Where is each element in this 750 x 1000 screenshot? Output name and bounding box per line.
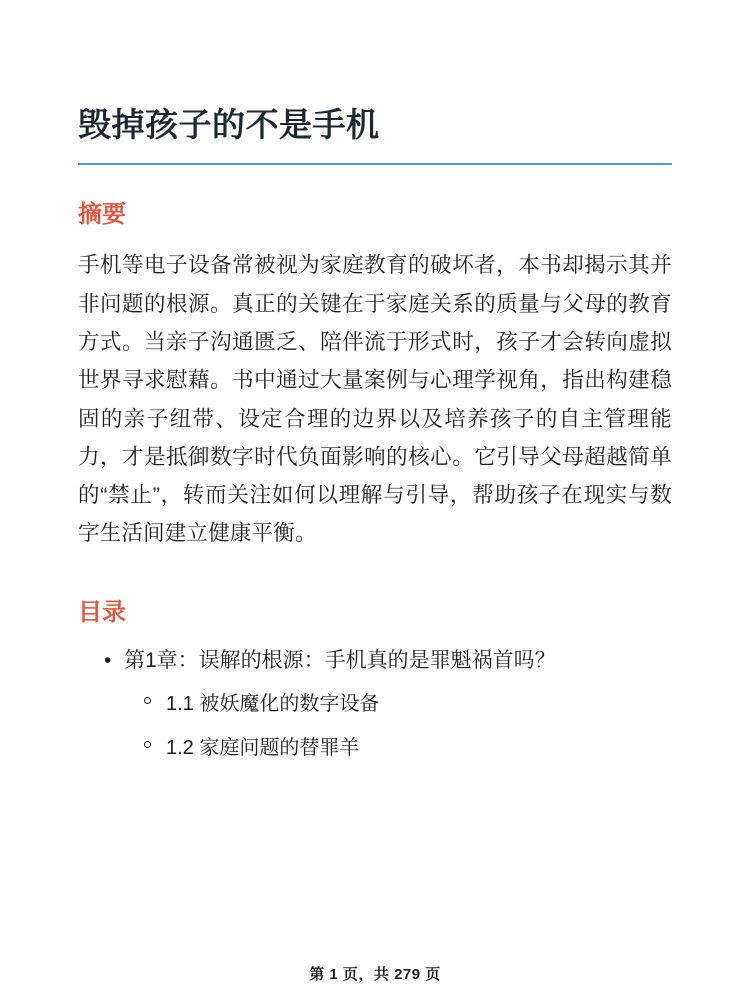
toc-section-label: 1.1 被妖魔化的数字设备 — [166, 692, 380, 715]
bullet-icon: • — [104, 648, 112, 672]
page-title: 毁掉孩子的不是手机 — [78, 106, 380, 143]
toc-chapter-label: 第1章：误解的根源：手机真的是罪魁祸首吗？ — [124, 648, 556, 672]
toc-section-item[interactable] — [124, 732, 672, 764]
toc-section-item[interactable] — [124, 688, 672, 720]
abstract-heading: 摘要 — [78, 201, 126, 229]
toc-chapter-item[interactable] — [78, 644, 672, 764]
page-footer: 第 1 页，共 279 页 — [309, 966, 441, 983]
abstract-text: 手机等电子设备常被视为家庭教育的破坏者，本书却揭示其并非问题的根源。真正的关键在于家庭关系的质量与父母的教育方式。当亲子沟通匮乏、陪伴流于形式时，孩子才会转向虚拟世界寻求慰藉。书中通过大量案例与心理学视角，指出构建稳固的亲子纽带、设定合理的边界以及培养孩子的自主管理能力，才是抵御数字时代负面影响的核心。它引导父母超越简单的“禁止”，转而关注如何以理解与引导，帮助孩子在现实与数字生活间建立健康平衡。 — [78, 253, 672, 546]
title-divider — [78, 163, 672, 165]
table-of-contents — [78, 644, 672, 764]
toc-heading: 目录 — [78, 598, 126, 626]
circle-bullet-icon — [144, 697, 151, 704]
toc-section-label: 1.2 家庭问题的替罪羊 — [166, 736, 360, 759]
toc-section-list — [124, 688, 672, 764]
circle-bullet-icon — [144, 741, 151, 748]
